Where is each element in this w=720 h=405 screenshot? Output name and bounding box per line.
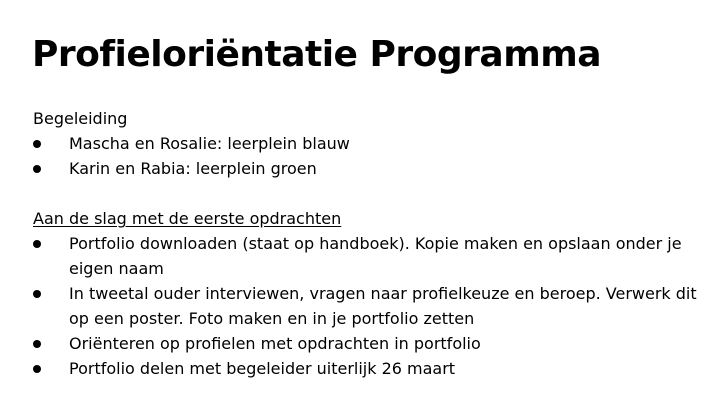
spacer xyxy=(33,181,705,206)
bullet-dot-icon xyxy=(33,165,41,173)
list-item xyxy=(33,131,705,156)
list-item-text: Portfolio downloaden (staat op handboek). Kopie maken en opslaan onder je eigen naam xyxy=(69,234,682,278)
list-item xyxy=(33,281,705,331)
list-item xyxy=(33,356,705,381)
section-heading: Aan de slag met de eerste opdrachten xyxy=(33,209,342,228)
bullet-list xyxy=(33,131,705,181)
slide-title: Profieloriëntatie Programma xyxy=(32,34,602,75)
section-opdrachten xyxy=(33,206,705,381)
list-item-text: In tweetal ouder interviewen, vragen naar profielkeuze en beroep. Verwerk dit op een poster. Foto maken en in je portfolio zetten xyxy=(69,284,697,328)
bullet-list xyxy=(33,231,705,381)
list-item-text: Mascha en Rosalie: leerplein blauw xyxy=(69,134,350,153)
list-item-text: Portfolio delen met begeleider uiterlijk 26 maart xyxy=(69,359,456,378)
bullet-dot-icon xyxy=(33,290,41,298)
slide-body xyxy=(33,106,705,381)
bullet-dot-icon xyxy=(33,140,41,148)
bullet-dot-icon xyxy=(33,365,41,373)
bullet-dot-icon xyxy=(33,340,41,348)
list-item xyxy=(33,156,705,181)
list-item-text: Karin en Rabia: leerplein groen xyxy=(69,159,317,178)
list-item xyxy=(33,331,705,356)
list-item-text: Oriënteren op profielen met opdrachten in portfolio xyxy=(69,334,481,353)
section-heading: Begeleiding xyxy=(33,109,128,128)
list-item xyxy=(33,231,705,281)
section-begeleiding xyxy=(33,106,705,181)
bullet-dot-icon xyxy=(33,240,41,248)
